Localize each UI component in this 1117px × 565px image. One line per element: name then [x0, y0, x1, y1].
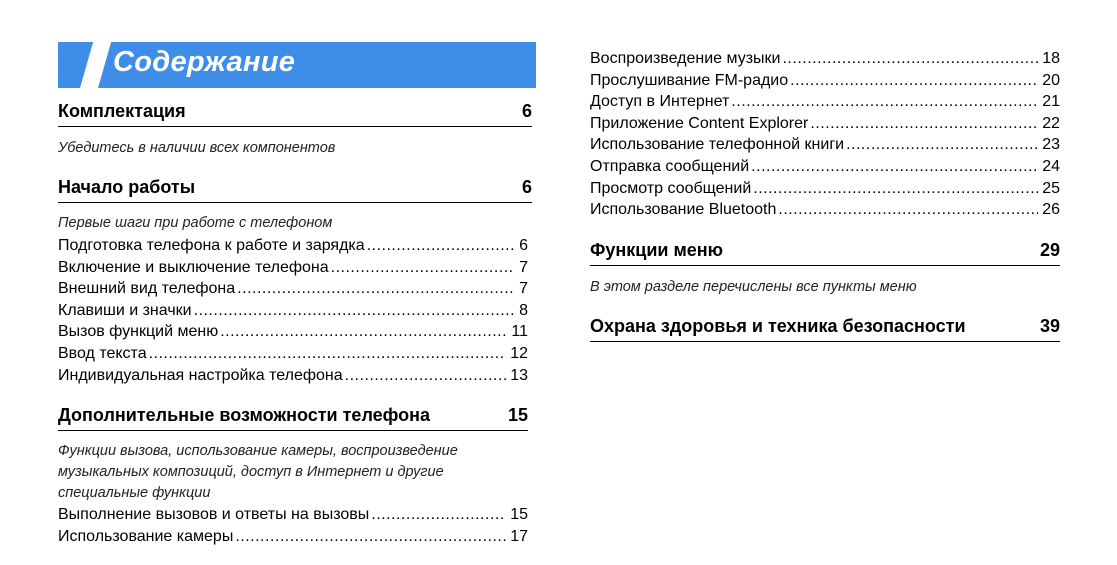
section-page: 39	[1039, 316, 1060, 336]
section-page: 6	[521, 177, 532, 197]
toc-leader-dots	[235, 526, 506, 548]
toc-leader-dots	[751, 156, 1038, 178]
section-header-kit[interactable]	[58, 101, 532, 127]
toc-entry-label: Ввод текста	[58, 344, 147, 362]
toc-entry-page: 7	[519, 258, 528, 276]
toc-entry-label: Отправка сообщений	[590, 157, 750, 175]
toc-entry-page: 12	[510, 344, 528, 362]
toc-entry-page: 17	[510, 527, 528, 545]
toc-entry-label: Использование камеры	[58, 527, 234, 545]
section-header-menu-functions[interactable]	[590, 240, 1060, 266]
toc-entry[interactable]	[590, 91, 1060, 113]
toc-entry-label: Просмотр сообщений	[590, 179, 752, 197]
toc-entry[interactable]	[58, 300, 528, 322]
toc-entry-label: Использование Bluetooth	[590, 201, 777, 219]
toc-entry-label: Выполнение вызовов и ответы на вызовы	[58, 506, 370, 523]
toc-entry-page: 7	[519, 280, 528, 298]
toc-entry-label: Прослушивание FM-радио	[590, 71, 789, 89]
section-title: Начало работы	[58, 177, 196, 197]
section-title: Комплектация	[58, 101, 186, 121]
toc-entry-label: Использование телефонной книги	[590, 136, 845, 154]
toc-entry-page: 15	[510, 506, 528, 523]
section-description: Первые шаги при работе с телефоном	[58, 215, 333, 231]
section-header-advanced-features[interactable]	[58, 405, 528, 431]
section-title: Дополнительные возможности телефона	[58, 405, 431, 425]
toc-entry-page: 21	[1042, 93, 1060, 111]
toc-entry-label: Воспроизведение музыки	[590, 50, 781, 67]
toc-list-getting-started	[58, 235, 528, 386]
toc-entry-label: Приложение Content Explorer	[590, 114, 809, 132]
toc-entry[interactable]	[58, 526, 528, 548]
toc-leader-dots	[790, 70, 1038, 92]
toc-entry[interactable]	[590, 134, 1060, 156]
toc-leader-dots	[220, 321, 507, 343]
toc-leader-dots	[753, 178, 1038, 200]
toc-list-advanced-features	[58, 504, 528, 547]
section-title: Функции меню	[590, 240, 724, 260]
toc-entry-label: Клавиши и значки	[58, 301, 192, 319]
section-header-getting-started[interactable]	[58, 177, 532, 203]
toc-leader-dots	[345, 365, 507, 387]
toc-entry[interactable]	[58, 235, 528, 257]
section-description: Убедитесь в наличии всех компонентов	[58, 140, 336, 156]
toc-entry-label: Вызов функций меню	[58, 323, 219, 341]
toc-leader-dots	[731, 91, 1038, 113]
toc-entry-label: Подготовка телефона к работе и зарядка	[58, 237, 365, 254]
toc-entry[interactable]	[58, 343, 528, 365]
toc-entry[interactable]	[590, 199, 1060, 221]
toc-entry-page: 20	[1042, 71, 1060, 89]
toc-entry-label: Индивидуальная настройка телефона	[58, 366, 343, 384]
page-title: Содержание	[113, 46, 296, 78]
section-page: 15	[507, 405, 528, 425]
contents-banner	[58, 42, 536, 88]
toc-entry-page: 8	[519, 301, 528, 319]
toc-entry-label: Доступ в Интернет	[590, 93, 730, 111]
toc-entry-page: 6	[519, 237, 528, 254]
toc-leader-dots	[237, 278, 515, 300]
toc-leader-dots	[782, 48, 1038, 70]
section-page: 6	[521, 101, 532, 121]
toc-entry-page: 24	[1042, 157, 1060, 175]
section-title: Охрана здоровья и техника безопасности	[590, 316, 966, 336]
toc-entry[interactable]	[590, 70, 1060, 92]
toc-leader-dots	[367, 235, 515, 257]
toc-entry-page: 18	[1042, 50, 1060, 67]
toc-entry[interactable]	[58, 321, 528, 343]
toc-leader-dots	[194, 300, 516, 322]
toc-entry-page: 25	[1042, 179, 1060, 197]
toc-entry[interactable]	[590, 156, 1060, 178]
toc-entry[interactable]	[590, 48, 1060, 70]
toc-entry-page: 11	[511, 323, 528, 341]
toc-entry[interactable]	[58, 257, 528, 279]
toc-leader-dots	[371, 504, 506, 526]
toc-leader-dots	[331, 257, 515, 279]
toc-leader-dots	[846, 134, 1038, 156]
section-description: Функции вызова, использование камеры, воспроизведение музыкальных композиций, доступ в Интернет и другие специальные функции	[58, 443, 458, 501]
toc-entry-label: Внешний вид телефона	[58, 280, 236, 298]
toc-entry-page: 22	[1042, 114, 1060, 132]
toc-leader-dots	[149, 343, 507, 365]
toc-entry[interactable]	[590, 178, 1060, 200]
banner-slash-decoration	[80, 42, 111, 88]
toc-leader-dots	[778, 199, 1038, 221]
section-description: В этом разделе перечислены все пункты меню	[590, 279, 917, 295]
toc-entry-label: Включение и выключение телефона	[58, 258, 329, 276]
toc-list-advanced-continued	[590, 48, 1060, 221]
toc-entry[interactable]	[58, 278, 528, 300]
toc-entry-page: 23	[1042, 136, 1060, 154]
section-page: 29	[1039, 240, 1060, 260]
toc-entry[interactable]	[58, 365, 528, 387]
toc-entry-page: 26	[1042, 201, 1060, 219]
toc-entry[interactable]	[58, 504, 528, 526]
toc-leader-dots	[810, 113, 1038, 135]
section-header-health-safety[interactable]	[590, 316, 1060, 342]
toc-entry[interactable]	[590, 113, 1060, 135]
toc-entry-page: 13	[510, 366, 528, 384]
